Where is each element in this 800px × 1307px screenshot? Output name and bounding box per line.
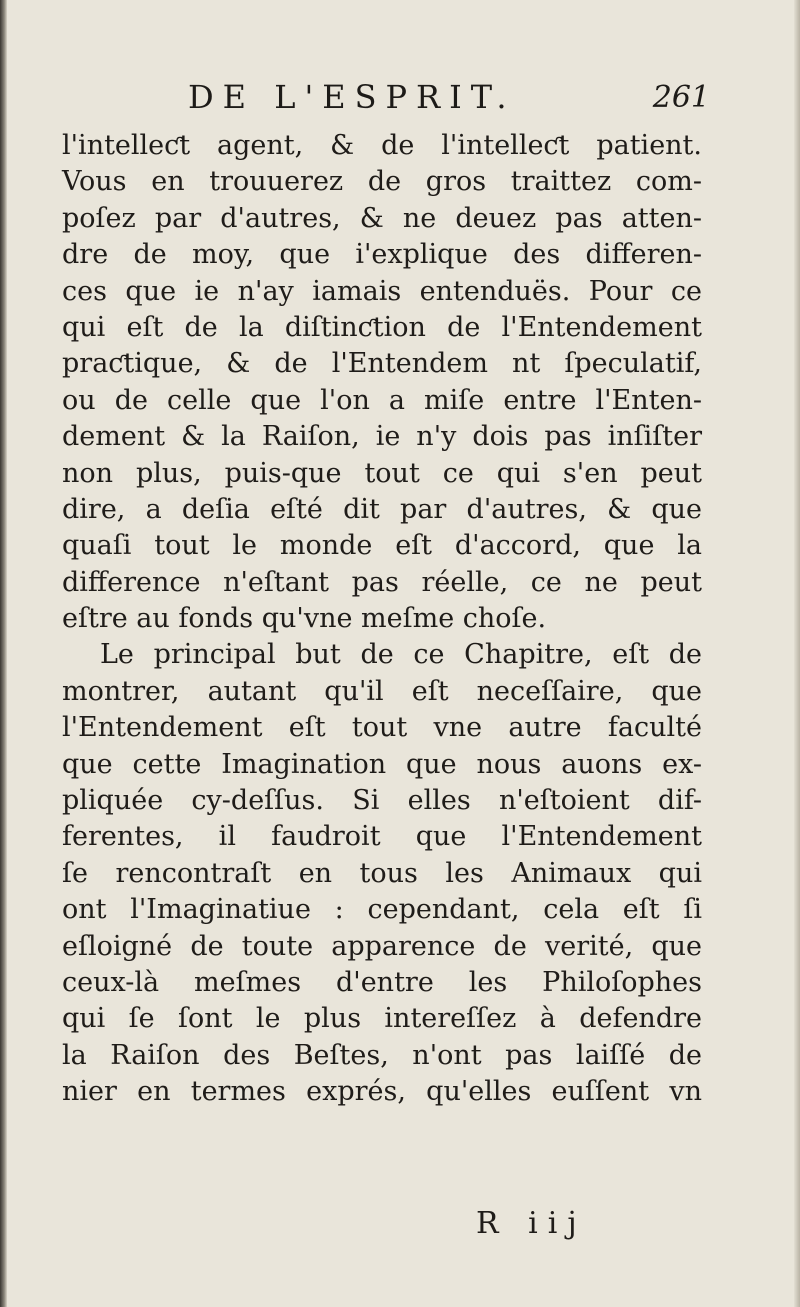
text-line: nier en termes exprés, qu'elles euſſent vn bbox=[62, 1076, 702, 1108]
text-line: la Raiſon des Beſtes, n'ont pas laiſſé de bbox=[62, 1039, 702, 1071]
binding-edge bbox=[0, 0, 7, 1307]
text-line: eſtre au fonds qu'vne meſme choſe. bbox=[62, 603, 547, 635]
text-line: l'intelleƈt agent, & de l'intelleƈt patient. bbox=[62, 130, 702, 161]
page-header bbox=[60, 72, 710, 122]
page-number: 261 bbox=[652, 80, 710, 115]
text-line: ces que ie n'ay iamais entenduës. Pour ce bbox=[62, 275, 702, 307]
text-line: qui eſt de la diſtinƈtion de l'Entendement bbox=[62, 311, 702, 343]
text-line: praƈtique, & de l'Entendem nt ſpeculatif, bbox=[62, 348, 702, 380]
text-line: qui ſe ſont le plus intereſſez à defendre bbox=[62, 1003, 702, 1035]
text-line: ou de celle que l'on a miſe entre l'Enten- bbox=[62, 384, 702, 416]
text-line: montrer, autant qu'il eſt neceſſaire, que bbox=[62, 675, 702, 707]
text-line: Le principal but de ce Chapitre, eſt de bbox=[100, 639, 702, 671]
text-line: poſez par d'autres, & ne deuez pas atten- bbox=[62, 202, 702, 234]
running-title: DE L'ESPRIT. bbox=[188, 78, 516, 116]
text-line: dre de moy, que i'explique des differen- bbox=[62, 239, 702, 271]
text-line: ſe rencontraſt en tous les Animaux qui bbox=[62, 857, 702, 889]
text-line: ont l'Imaginatiue : cependant, cela eſt ſi bbox=[62, 894, 702, 926]
text-line: difference n'eſtant pas réelle, ce ne peut bbox=[62, 566, 702, 598]
text-line: Vous en trouuerez de gros traittez com- bbox=[62, 166, 702, 198]
text-line: non plus, puis-que tout ce qui s'en peut bbox=[62, 457, 702, 489]
text-line: pliquée cy-deſſus. Si elles n'eſtoient dif- bbox=[62, 785, 702, 817]
text-line: que cette Imagination que nous auons ex- bbox=[62, 748, 702, 780]
text-line: l'Entendement eſt tout vne autre faculté bbox=[62, 712, 702, 744]
text-line: dire, a deſia eſté dit par d'autres, & que bbox=[62, 493, 702, 525]
page-edge bbox=[794, 0, 800, 1307]
body-text bbox=[62, 128, 702, 1111]
text-line: ceux-là meſmes d'entre les Philoſophes bbox=[62, 966, 702, 998]
text-line: quaſi tout le monde eſt d'accord, que la bbox=[62, 530, 702, 562]
text-line: eſloigné de toute apparence de verité, que bbox=[62, 930, 702, 962]
signature-mark: R iij bbox=[476, 1206, 587, 1241]
text-line: ferentes, il faudroit que l'Entendement bbox=[62, 821, 702, 853]
text-line: dement & la Raiſon, ie n'y dois pas inſiſter bbox=[62, 421, 702, 453]
